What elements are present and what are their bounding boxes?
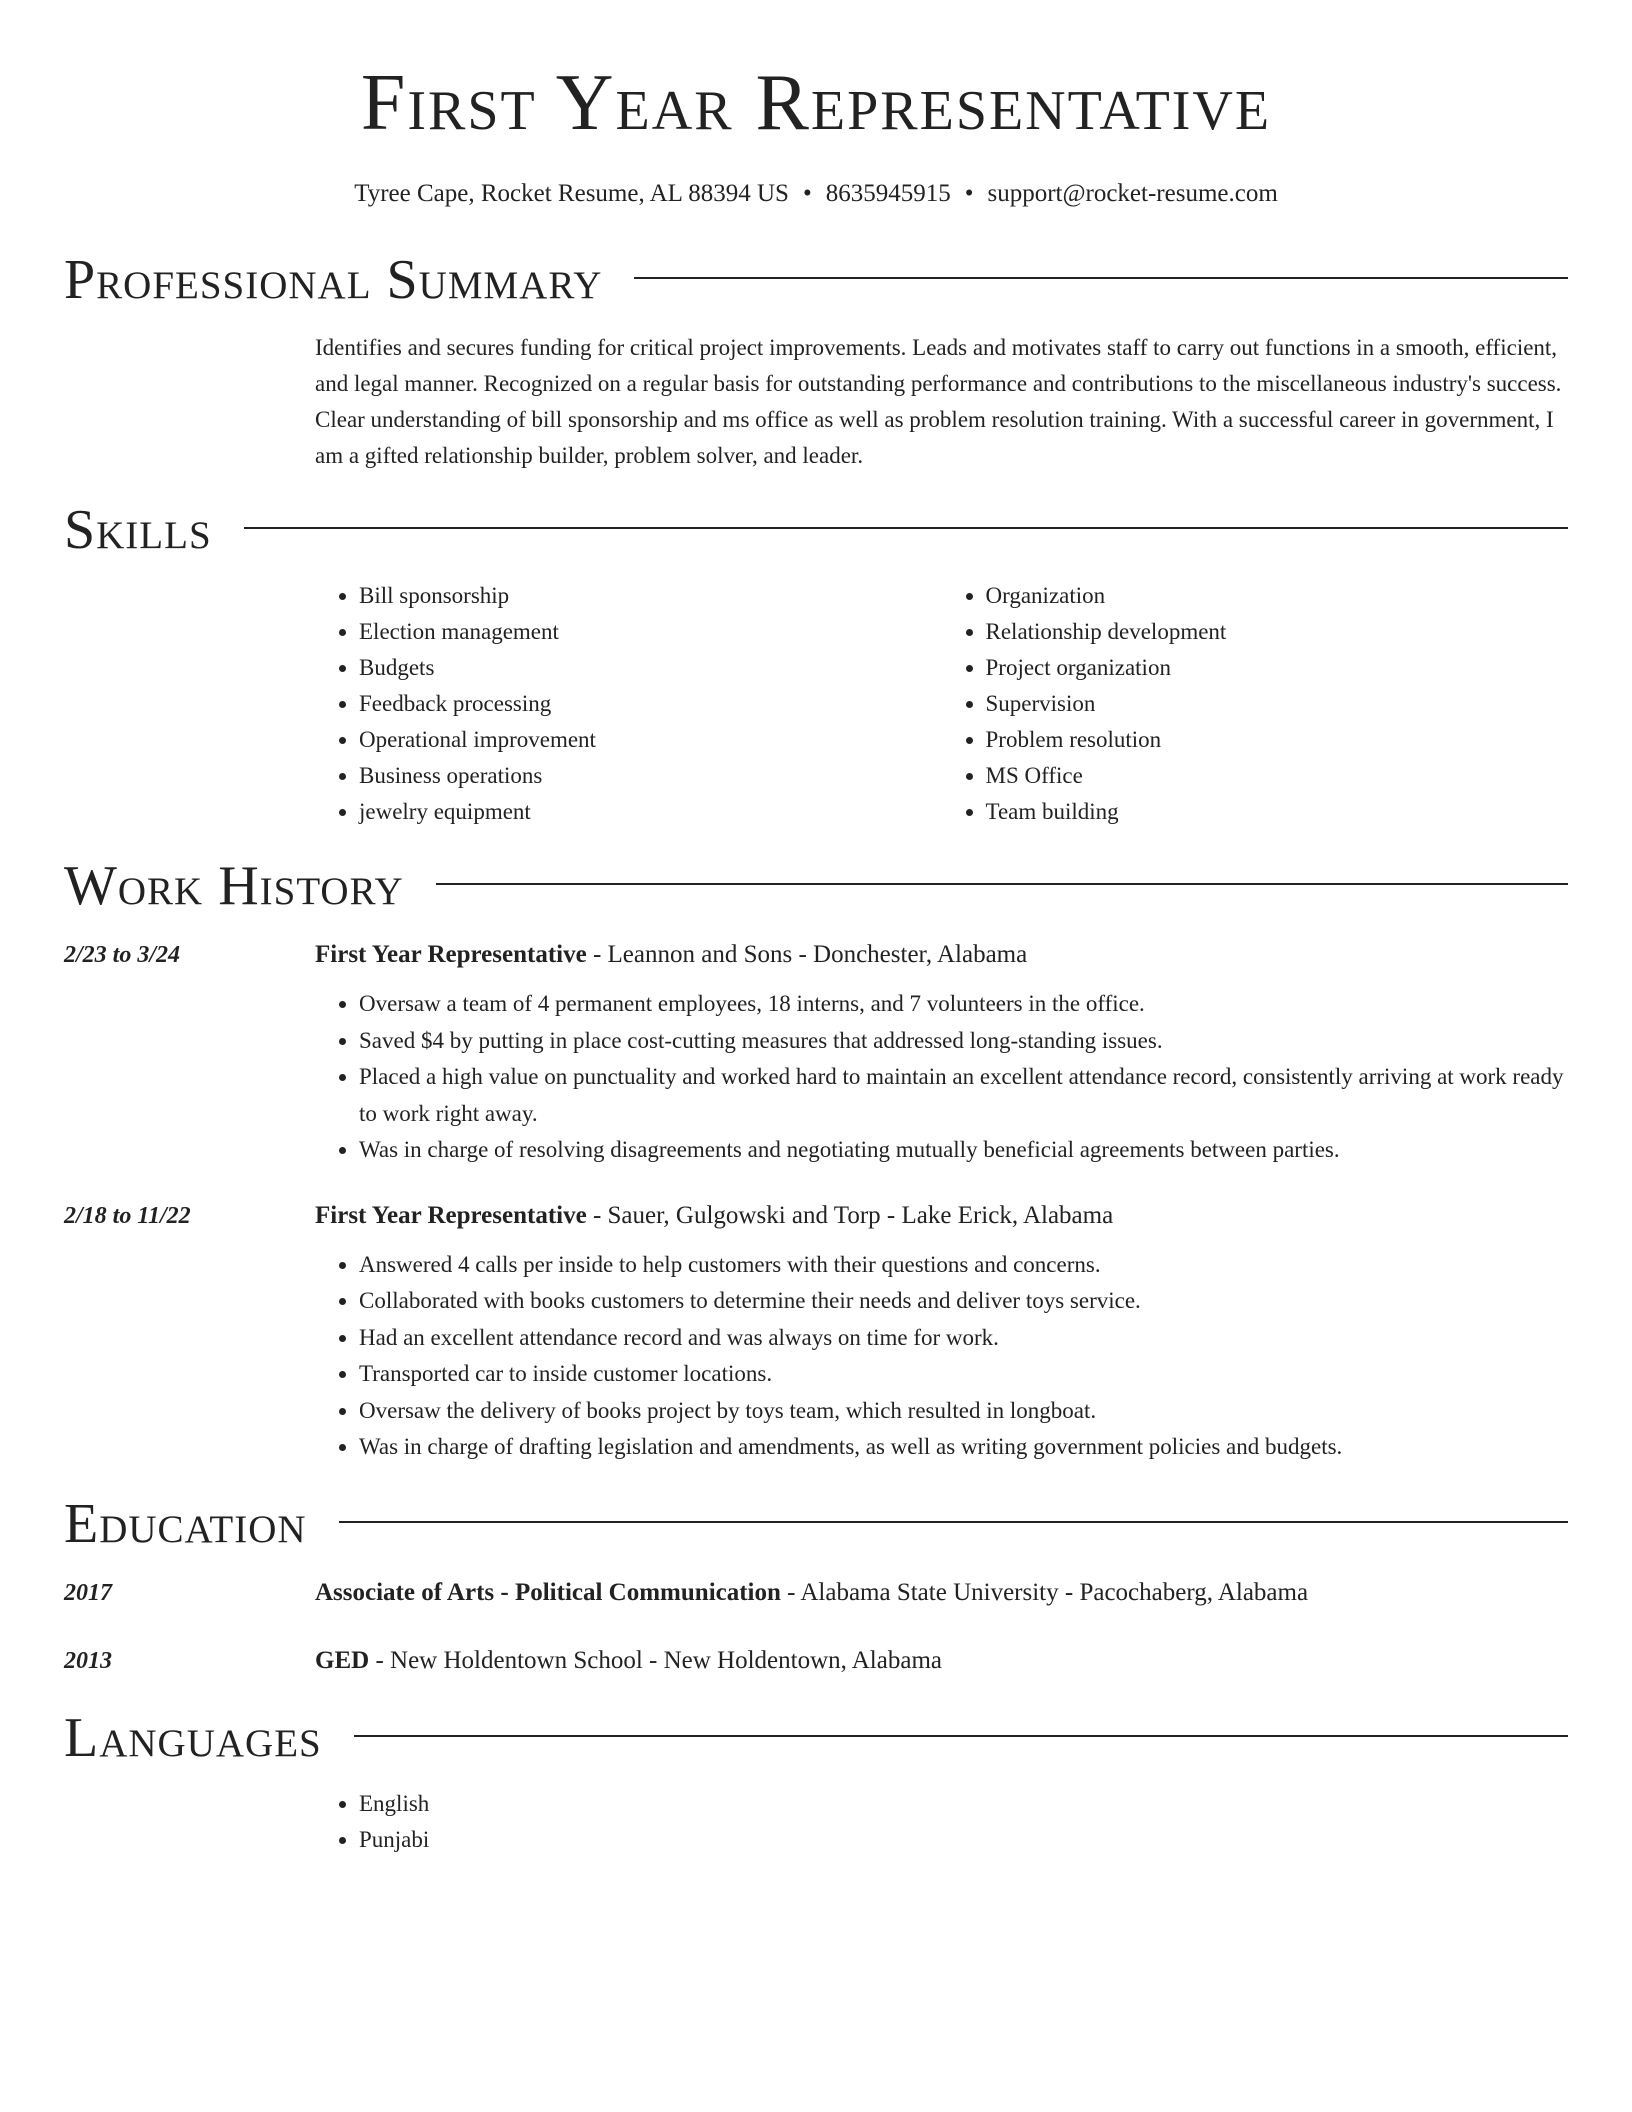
skill-item: • Project organization (986, 650, 1569, 686)
skill-item: • Problem resolution (986, 722, 1569, 758)
skill-item: • Feedback processing (359, 686, 942, 722)
skill-item: • Election management (359, 614, 942, 650)
skills-title: Skills (64, 499, 212, 561)
skill-item: • MS Office (986, 758, 1569, 794)
education-details: - New Holdentown School - New Holdentown, Alabama (369, 1646, 942, 1674)
languages-title: Languages (64, 1706, 322, 1769)
job-details: - Sauer, Gulgowski and Torp - Lake Erick, Alabama (586, 1201, 1114, 1229)
skill-item: • Bill sponsorship (359, 578, 942, 614)
contact-separator: • (802, 180, 812, 207)
work-dates: 2/23 to 3/24 (64, 942, 181, 968)
education-entry (64, 1644, 1568, 1678)
job-bullet: • Was in charge of drafting legislation and amendments, as well as writing government policies and budgets. (359, 1429, 1568, 1466)
education-year: 2013 (64, 1647, 112, 1674)
job-bullet: • Oversaw the delivery of books project by toys team, which resulted in longboat. (359, 1393, 1568, 1430)
skill-item: • Relationship development (986, 614, 1569, 650)
job-title: First Year Representative (315, 941, 587, 968)
section-divider (354, 1735, 1568, 1737)
skill-item: • Operational improvement (359, 722, 942, 758)
job-bullets (315, 1247, 1568, 1466)
education-degree: GED (315, 1646, 370, 1674)
language-item: • English (359, 1786, 1568, 1822)
summary-section-header (64, 250, 1568, 310)
job-bullets (315, 986, 1568, 1169)
work-title: Work History (64, 855, 404, 917)
work-dates: 2/18 to 11/22 (64, 1202, 191, 1229)
skill-item: • Organization (986, 578, 1569, 614)
skill-item: • Supervision (986, 686, 1569, 722)
skills-column-left (315, 578, 942, 830)
languages-section-header (64, 1708, 1568, 1768)
skill-item: • Business operations (359, 758, 942, 794)
contact-phone: 8635945915 (825, 180, 951, 207)
work-entry-body (315, 938, 1568, 1169)
languages-items (315, 1786, 1568, 1858)
languages-list (315, 1786, 1568, 1858)
job-bullet: • Was in charge of resolving disagreements and negotiating mutually beneficial agreements between parties. (359, 1132, 1568, 1169)
education-list (64, 1576, 1568, 1678)
language-item: • Punjabi (359, 1822, 1568, 1858)
contact-address: Tyree Cape, Rocket Resume, AL 88394 US (354, 180, 789, 207)
job-title: First Year Representative (315, 1201, 587, 1229)
education-heading (315, 1644, 942, 1678)
job-details: - Leannon and Sons - Donchester, Alabama (586, 941, 1028, 968)
education-heading (315, 1576, 1308, 1610)
job-bullet: • Placed a high value on punctuality and worked hard to maintain an excellent attendance record, consistently arriving at work ready to work right away. (359, 1059, 1568, 1132)
work-entry-body (315, 1199, 1568, 1466)
skills-list (315, 578, 1568, 830)
work-section-header (64, 856, 1568, 916)
education-entry (64, 1576, 1568, 1610)
contact-line (64, 178, 1568, 210)
resume-page (64, 0, 1568, 1858)
education-year: 2017 (64, 1579, 112, 1606)
work-entry (64, 938, 1568, 1169)
education-details: - Alabama State University - Pacochaberg, Alabama (780, 1578, 1309, 1606)
resume-name: First Year Representative (360, 59, 1272, 147)
skill-item: • jewelry equipment (359, 794, 942, 830)
job-bullet: • Oversaw a team of 4 permanent employees, 18 interns, and 7 volunteers in the office. (359, 986, 1568, 1023)
section-divider (436, 883, 1568, 885)
education-section-header (64, 1494, 1568, 1554)
job-bullet: • Transported car to inside customer locations. (359, 1356, 1568, 1393)
skill-item: • Team building (986, 794, 1569, 830)
skills-section-header (64, 500, 1568, 560)
job-bullet: • Saved $4 by putting in place cost-cutting measures that addressed long-standing issues. (359, 1023, 1568, 1060)
section-divider (339, 1521, 1568, 1523)
summary-title: Professional Summary (64, 249, 603, 311)
work-heading (315, 938, 1568, 972)
job-bullet: • Collaborated with books customers to determine their needs and deliver toys service. (359, 1283, 1568, 1320)
skills-column-right (942, 578, 1569, 830)
section-divider (244, 527, 1568, 529)
education-degree: Associate of Arts - Political Communication (315, 1578, 781, 1606)
work-heading (315, 1199, 1568, 1233)
summary-text: Identifies and secures funding for critical project improvements. Leads and motivates staff to carry out functions in a smooth, efficient, and legal manner. Recognized on a regular basis for outstanding performance and contributions to the miscellaneous industry's success. Clear understanding of bill sponsorship and ms office as well as problem resolution training. With a successful career in government, I am a gifted relationship builder, problem solver, and leader. (315, 335, 1562, 468)
job-bullet: • Answered 4 calls per inside to help customers with their questions and concerns. (359, 1247, 1568, 1284)
contact-email: support@rocket-resume.com (987, 180, 1278, 207)
contact-separator: • (964, 180, 974, 207)
work-history-list (64, 938, 1568, 1466)
education-title: Education (64, 1492, 307, 1555)
job-bullet: • Had an excellent attendance record and was always on time for work. (359, 1320, 1568, 1357)
skill-item: • Budgets (359, 650, 942, 686)
work-entry (64, 1199, 1568, 1466)
section-divider (634, 277, 1568, 279)
